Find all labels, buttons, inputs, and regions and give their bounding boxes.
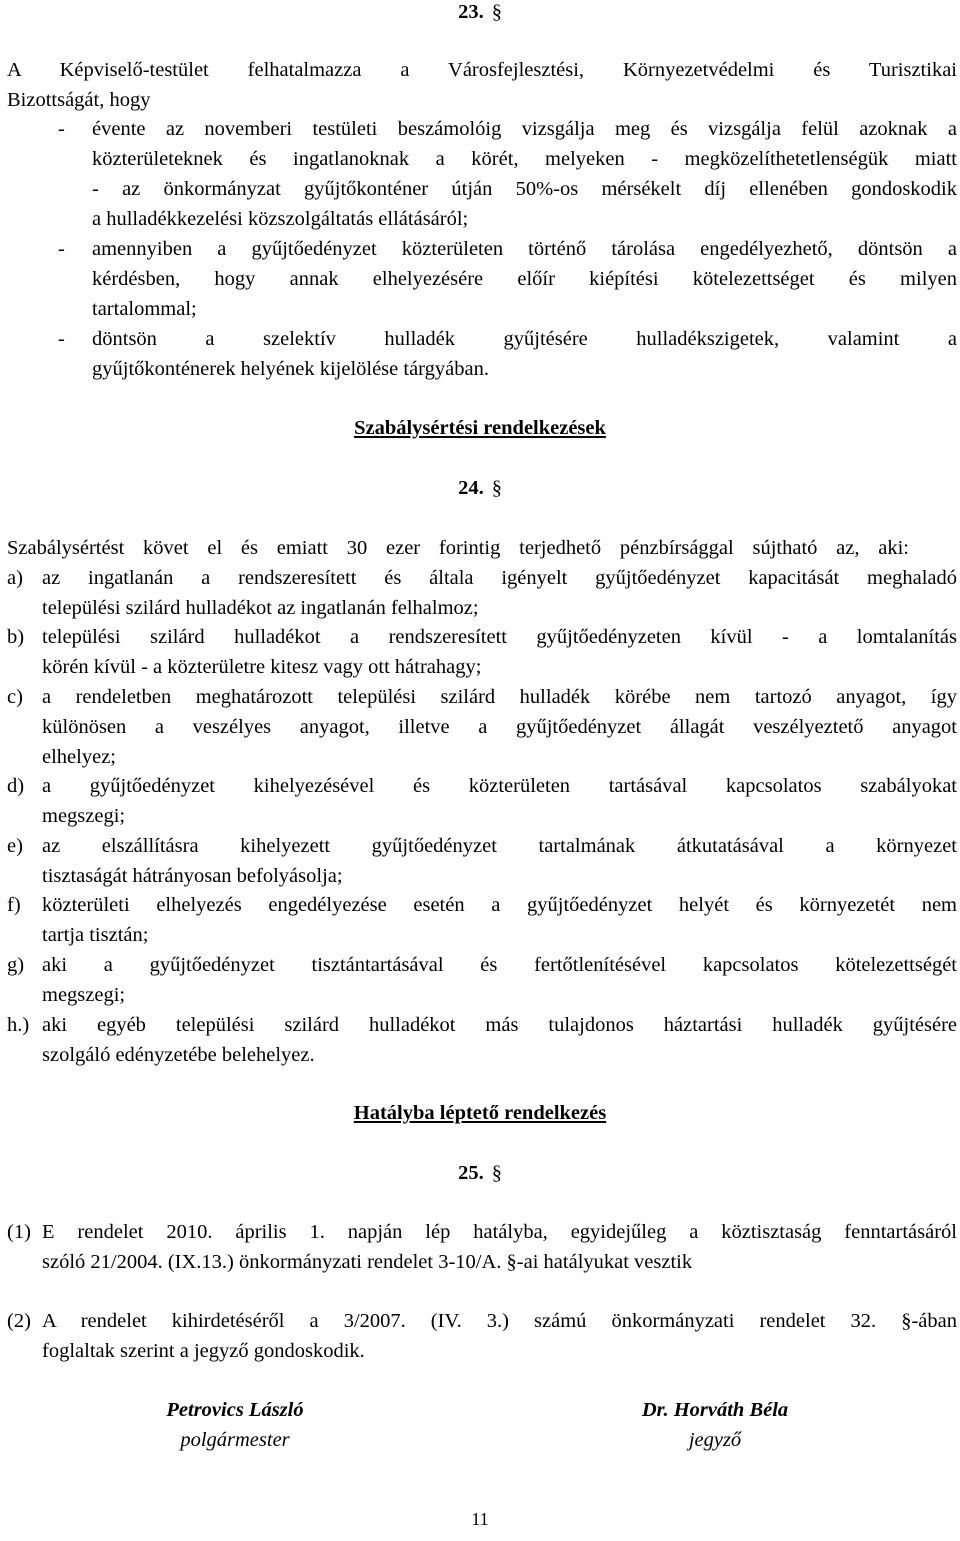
- list-item-line: megszegi;: [42, 805, 126, 827]
- list-item-line: az ingatlanán a rendszeresített és általa igényelt gyűjtőedényzet kapacitását meghaladó: [42, 567, 957, 589]
- list-item-line: körén kívül - a közterületre kitesz vagy ott hátrahagy;: [42, 656, 482, 678]
- list-marker: h.): [7, 1014, 30, 1036]
- section-sign: §: [491, 477, 502, 499]
- list-marker: c): [7, 686, 23, 708]
- list-item-line: gyűjtőkonténerek helyének kijelölése tárgyában.: [92, 358, 489, 380]
- section-number: 24.: [458, 477, 484, 499]
- list-item-line: különösen a veszélyes anyagot, illetve a gyűjtőedényzet állagát veszélyeztető anyagot: [42, 716, 957, 738]
- paragraph-line: Szabálysértést követ el és emiatt 30 ezer forintig terjedhető pénzbírsággal sújtható az, aki:: [7, 537, 909, 559]
- paragraph-line: Bizottságát, hogy: [7, 89, 151, 111]
- list-item-line: E rendelet 2010. április 1. napján lép hatályba, egyidejűleg a köztisztaság fenntartásáról: [42, 1221, 957, 1243]
- section-number: 23.: [458, 1, 484, 23]
- bullet-dash: -: [58, 328, 65, 350]
- list-item-line: a rendeletben meghatározott települési szilárd hulladék körébe nem tartozó anyagot, így: [42, 686, 957, 708]
- list-item-line: szolgáló edényzetébe belehelyez.: [42, 1044, 315, 1066]
- list-marker: g): [7, 954, 25, 976]
- signature-title-left: polgármester: [180, 1429, 290, 1451]
- section-25-number: [400, 1158, 560, 1188]
- section-sign: §: [491, 1, 502, 23]
- list-item-line: tartalommal;: [92, 298, 197, 320]
- list-item-line: döntsön a szelektív hulladék gyűjtésére hulladékszigetek, valamint a: [92, 328, 957, 350]
- list-item-line: tisztaságát hátrányosan befolyásolja;: [42, 865, 343, 887]
- signature-name-left: Petrovics László: [166, 1399, 304, 1421]
- list-item-line: foglaltak szerint a jegyző gondoskodik.: [42, 1340, 365, 1362]
- list-item-line: - az önkormányzat gyűjtőkonténer útján 50%-os mérsékelt díj ellenében gondoskodik: [92, 178, 957, 200]
- bullet-dash: -: [58, 118, 65, 140]
- page-number: 11: [471, 1509, 489, 1529]
- section-24-number: [400, 473, 560, 503]
- list-item-line: a gyűjtőedényzet kihelyezésével és közterületen tartásával kapcsolatos szabályokat: [42, 775, 957, 797]
- list-item-line: megszegi;: [42, 984, 126, 1006]
- list-item-line: elhelyez;: [42, 746, 116, 768]
- list-item-line: az elszállításra kihelyezett gyűjtőedényzet tartalmának átkutatásával a környezet: [42, 835, 957, 857]
- list-item-line: amennyiben a gyűjtőedényzet közterületen történő tárolása engedélyezhető, döntsön a: [92, 238, 957, 260]
- list-item-line: évente az novemberi testületi beszámolóig vizsgálja meg és vizsgálja felül azoknak a: [92, 118, 957, 140]
- list-item-line: kérdésben, hogy annak elhelyezésére előír kiépítési kötelezettséget és milyen: [92, 268, 957, 290]
- list-item-line: aki a gyűjtőedényzet tisztántartásával és fertőtlenítésével kapcsolatos kötelezettségét: [42, 954, 957, 976]
- section-sign: §: [491, 1162, 502, 1184]
- section-heading: Hatályba léptető rendelkezés: [353, 1102, 607, 1124]
- list-item-line: A rendelet kihirdetéséről a 3/2007. (IV. 3.) számú önkormányzati rendelet 32. §-ában: [42, 1310, 957, 1332]
- list-item-line: települési szilárd hulladékot az ingatlanán felhalmoz;: [42, 597, 479, 619]
- signature-title-right: jegyző: [688, 1429, 742, 1451]
- paragraph-line: A Képviselő-testület felhatalmazza a Városfejlesztési, Környezetvédelmi és Turisztikai: [7, 59, 957, 81]
- signature-name-right: Dr. Horváth Béla: [641, 1399, 789, 1421]
- section-number: 25.: [458, 1162, 484, 1184]
- list-item-line: tartja tisztán;: [42, 924, 149, 946]
- list-marker: b): [7, 626, 25, 648]
- list-item-line: települési szilárd hulladékot a rendszeresített gyűjtőedényzeten kívül - a lomtalanítás: [42, 626, 957, 648]
- list-marker: e): [7, 835, 23, 857]
- bullet-dash: -: [58, 238, 65, 260]
- list-marker: a): [7, 567, 23, 589]
- list-item-line: szóló 21/2004. (IX.13.) önkormányzati rendelet 3-10/A. §-ai hatályukat vesztik: [42, 1251, 693, 1273]
- list-marker: d): [7, 775, 25, 797]
- list-item-line: közterületeknek és ingatlanoknak a körét, melyeken - megközelíthetetlenségük miatt: [92, 148, 957, 170]
- section-heading: Szabálysértési rendelkezések: [354, 417, 606, 439]
- list-item-line: közterületi elhelyezés engedélyezése esetén a gyűjtőedényzet helyét és környezetét nem: [42, 894, 957, 916]
- section-23-number: [400, 0, 560, 27]
- list-marker: (2): [7, 1310, 31, 1332]
- list-marker: (1): [7, 1221, 31, 1243]
- list-item-line: aki egyéb települési szilárd hulladékot más tulajdonos háztartási hulladék gyűjtésére: [42, 1014, 957, 1036]
- list-item-line: a hulladékkezelési közszolgáltatás ellátásáról;: [92, 208, 469, 230]
- list-marker: f): [7, 894, 21, 916]
